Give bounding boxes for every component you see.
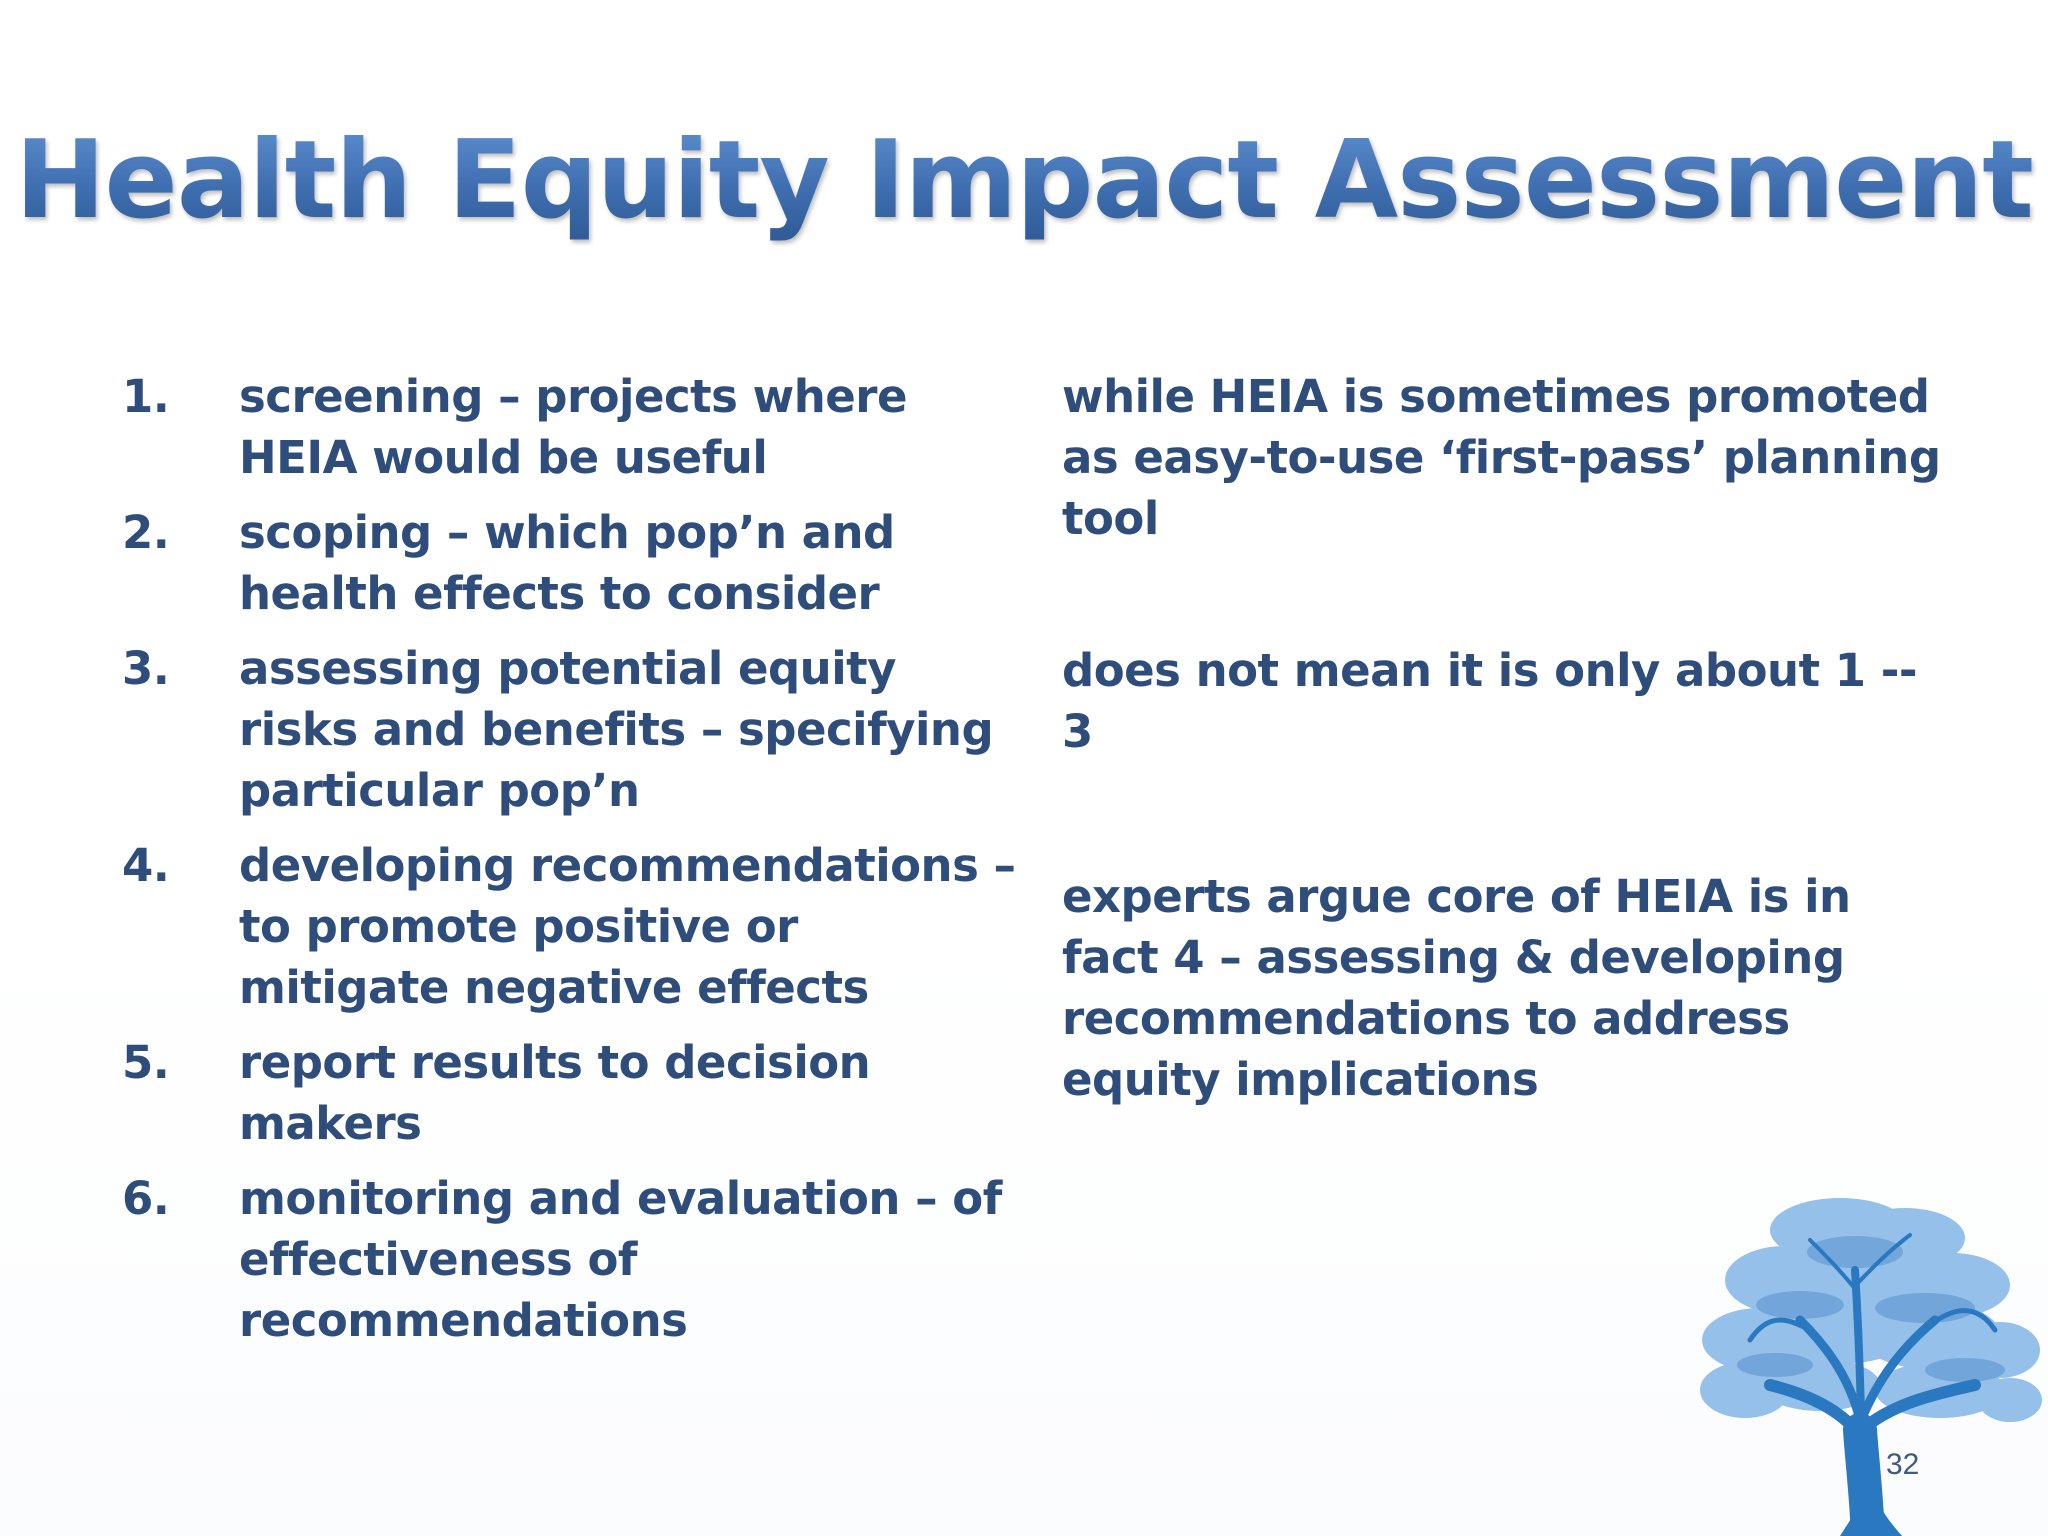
- list-item-number: 5.: [122, 1036, 170, 1089]
- tree-icon: [1690, 1180, 2048, 1536]
- note-first-pass: while HEIA is sometimes promoted as easy-to-use ‘first-pass’ planning tool: [1062, 370, 1941, 545]
- list-item: [122, 1032, 1022, 1154]
- list-item-number: 6.: [122, 1172, 170, 1225]
- list-item: [122, 502, 1022, 624]
- list-item: [122, 1168, 1022, 1351]
- list-item-text: assessing potential equity risks and benefits – specifying particular pop’n: [239, 642, 994, 817]
- note-not-only: does not mean it is only about 1 -- 3: [1062, 644, 1918, 758]
- list-item-text: scoping – which pop’n and health effects to consider: [239, 506, 895, 620]
- list-item-text: report results to decision makers: [239, 1036, 871, 1150]
- list-item: [122, 638, 1022, 821]
- list-item-number: 3.: [122, 642, 170, 695]
- list-item-number: 2.: [122, 506, 170, 559]
- list-item-number: 1.: [122, 370, 170, 423]
- note-core: experts argue core of HEIA is in fact 4 – assessing & developing recommendations to address equity implications: [1062, 870, 1851, 1106]
- list-item-text: screening – projects where HEIA would be useful: [239, 370, 907, 484]
- list-item-number: 4.: [122, 839, 170, 892]
- slide-title: Health Equity Impact Assessment: [0, 118, 2048, 243]
- list-item: [122, 366, 1022, 488]
- list-item: [122, 835, 1022, 1018]
- steps-list: [122, 366, 1022, 1365]
- list-item-text: developing recommendations – to promote positive or mitigate negative effects: [239, 839, 1016, 1014]
- list-item-text: monitoring and evaluation – of effectiveness of recommendations: [239, 1172, 1002, 1347]
- page-number: 32: [1886, 1448, 1920, 1481]
